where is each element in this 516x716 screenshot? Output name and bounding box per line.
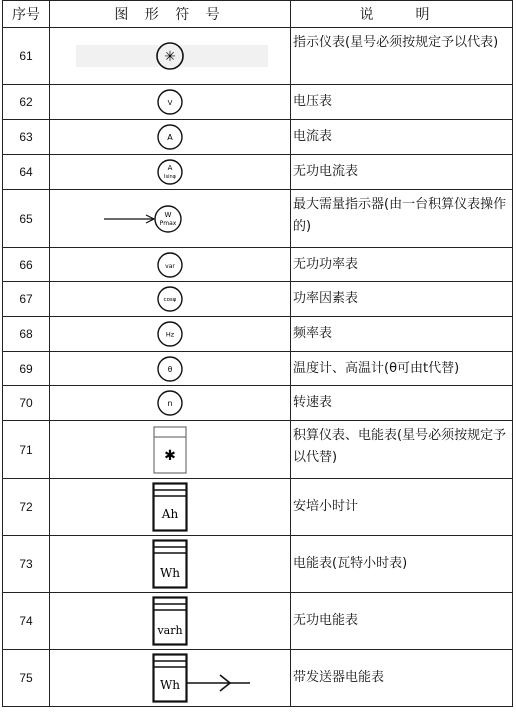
- row-desc: 无功电能表: [291, 593, 513, 650]
- row-symbol: [50, 593, 291, 650]
- reactive-energy-meter-icon: [152, 596, 188, 646]
- row-desc: 安培小时计: [291, 479, 513, 536]
- row-symbol: [50, 85, 291, 120]
- row-desc: 转速表: [291, 386, 513, 421]
- header-num: 序号: [3, 1, 50, 28]
- symbol-label: Wh: [159, 678, 181, 692]
- table-row: [3, 536, 513, 593]
- row-desc: 频率表: [291, 317, 513, 352]
- row-symbol: [50, 479, 291, 536]
- table-row: [3, 317, 513, 352]
- table-row: [3, 421, 513, 479]
- row-num: 69: [3, 352, 50, 386]
- symbol-label: W: [164, 210, 172, 219]
- row-num: 61: [3, 28, 50, 85]
- header-desc: 说 明: [291, 1, 513, 28]
- symbol-sublabel: Pmax: [159, 219, 177, 227]
- meter-circle-icon: [156, 285, 184, 313]
- meter-circle-icon: [156, 88, 184, 116]
- symbol-label: cosφ: [163, 297, 177, 303]
- symbol-label: Wh: [159, 566, 181, 580]
- row-desc: 温度计、高温计(θ可由t代替): [291, 352, 513, 386]
- header-row: [3, 1, 513, 28]
- meter-circle-icon: [156, 389, 184, 417]
- table-row: [3, 248, 513, 282]
- table-row: [3, 155, 513, 190]
- meter-circle-icon: [156, 320, 184, 348]
- row-desc: 指示仪表(星号必须按规定予以代表): [291, 28, 513, 85]
- ampere-hour-meter-icon: [152, 482, 188, 532]
- meter-circle-icon: [156, 158, 184, 186]
- row-symbol: [50, 352, 291, 386]
- row-num: 73: [3, 536, 50, 593]
- symbol-label: A: [167, 133, 173, 142]
- row-symbol: [50, 317, 291, 352]
- table-row: [3, 282, 513, 317]
- row-num: 74: [3, 593, 50, 650]
- row-symbol: [50, 248, 291, 282]
- watt-hour-meter-icon: [152, 539, 188, 589]
- symbol-label: ✳: [164, 49, 176, 65]
- row-num: 63: [3, 120, 50, 155]
- table-row: [3, 85, 513, 120]
- symbol-label: var: [165, 262, 175, 270]
- table-row: [3, 479, 513, 536]
- table-row: [3, 28, 513, 85]
- table-row: [3, 190, 513, 248]
- meter-circle-icon: [156, 123, 184, 151]
- row-num: 67: [3, 282, 50, 317]
- row-desc: 功率因素表: [291, 282, 513, 317]
- row-num: 64: [3, 155, 50, 190]
- symbol-label: varh: [157, 624, 183, 637]
- symbol-table: [2, 0, 513, 707]
- row-desc: 电能表(瓦特小时表): [291, 536, 513, 593]
- row-symbol: [50, 28, 291, 85]
- meter-circle-icon: [155, 41, 185, 71]
- table-row: [3, 120, 513, 155]
- integrating-meter-icon: [153, 426, 187, 474]
- symbol-label: V: [167, 99, 173, 107]
- row-desc: 最大需量指示器(由一台积算仪表操作的): [291, 190, 513, 248]
- row-num: 70: [3, 386, 50, 421]
- symbol-label: n: [167, 399, 173, 408]
- table-row: [3, 593, 513, 650]
- row-num: 68: [3, 317, 50, 352]
- row-desc: 无功电流表: [291, 155, 513, 190]
- row-symbol: [50, 155, 291, 190]
- symbol-label: Ah: [161, 507, 179, 521]
- row-num: 65: [3, 190, 50, 248]
- header-symbol: 图 形 符 号: [50, 1, 291, 28]
- row-symbol: [50, 536, 291, 593]
- row-num: 66: [3, 248, 50, 282]
- row-num: 71: [3, 421, 50, 479]
- max-demand-indicator-icon: [104, 204, 184, 234]
- row-symbol: [50, 650, 291, 707]
- meter-circle-icon: [156, 355, 184, 383]
- symbol-label: Hz: [165, 330, 175, 339]
- table-row: [3, 386, 513, 421]
- symbol-sublabel: Isinφ: [164, 174, 176, 180]
- symbol-label: A: [167, 164, 173, 172]
- row-num: 72: [3, 479, 50, 536]
- row-symbol: [50, 282, 291, 317]
- row-num: 75: [3, 650, 50, 707]
- row-desc: 带发送器电能表: [291, 650, 513, 707]
- energy-meter-with-transmitter-icon: [152, 653, 252, 703]
- row-desc: 电压表: [291, 85, 513, 120]
- table-row: [3, 650, 513, 707]
- row-symbol: [50, 190, 291, 248]
- row-num: 62: [3, 85, 50, 120]
- row-desc: 积算仪表、电能表(星号必须按规定予以代替): [291, 421, 513, 479]
- meter-circle-icon: [156, 251, 184, 279]
- symbol-label: ✱: [164, 447, 176, 464]
- row-symbol: [50, 421, 291, 479]
- row-desc: 无功功率表: [291, 248, 513, 282]
- row-symbol: [50, 386, 291, 421]
- row-symbol: [50, 120, 291, 155]
- row-desc: 电流表: [291, 120, 513, 155]
- table-row: [3, 352, 513, 386]
- symbol-label: θ: [167, 364, 173, 374]
